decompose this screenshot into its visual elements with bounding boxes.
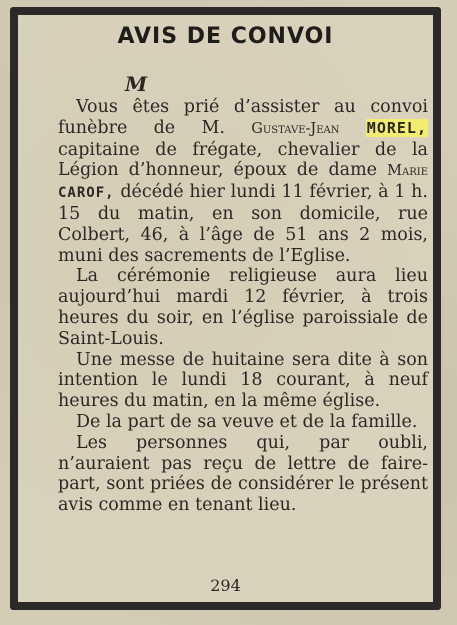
deceased-surname-highlighted: MOREL, <box>366 118 427 137</box>
notice-title: AVIS DE CONVOI <box>117 24 334 49</box>
announcement-lead: Vous êtes prié d’assister au convoi funèbre de M. <box>58 97 428 138</box>
page-number: 294 <box>210 576 241 595</box>
paragraph-announcement <box>58 97 428 266</box>
spouse-given-name: Marie <box>387 163 428 180</box>
notice-initial: M <box>125 72 148 96</box>
deceased-given-names: Gustave-Jean <box>251 120 340 137</box>
paragraph-closing: Les personnes qui, par oubli, n’auraient pas reçu de lettre de faire-part, sont priées de considérer le présent avis comme en tenant lieu. <box>58 432 428 516</box>
spouse-surname: CAROF, <box>58 185 115 202</box>
paragraph-mass: Une messe de huitaine sera dite à son intention le lundi 18 courant, à neuf heures du matin, en la même église. <box>58 349 428 412</box>
paragraph-ceremony: La cérémonie religieuse aura lieu aujourd’hui mardi 12 février, à trois heures du soir, en l’église paroissiale de Saint-Louis. <box>58 266 428 349</box>
paragraph-family: De la part de sa veuve et de la famille. <box>76 411 418 432</box>
announcement-title-line: capitaine de frégate, chevalier de la Légion d’honneur, époux de dame <box>58 139 428 181</box>
notice-body <box>58 97 428 516</box>
notice-panel <box>18 15 433 602</box>
announcement-tail: décédé hier lundi 11 février, à 1 h. 15 du matin, en son domicile, rue Colbert, 46, à l’âge de 51 ans 2 mois, muni des sacrements de l’Eglise. <box>58 182 428 266</box>
